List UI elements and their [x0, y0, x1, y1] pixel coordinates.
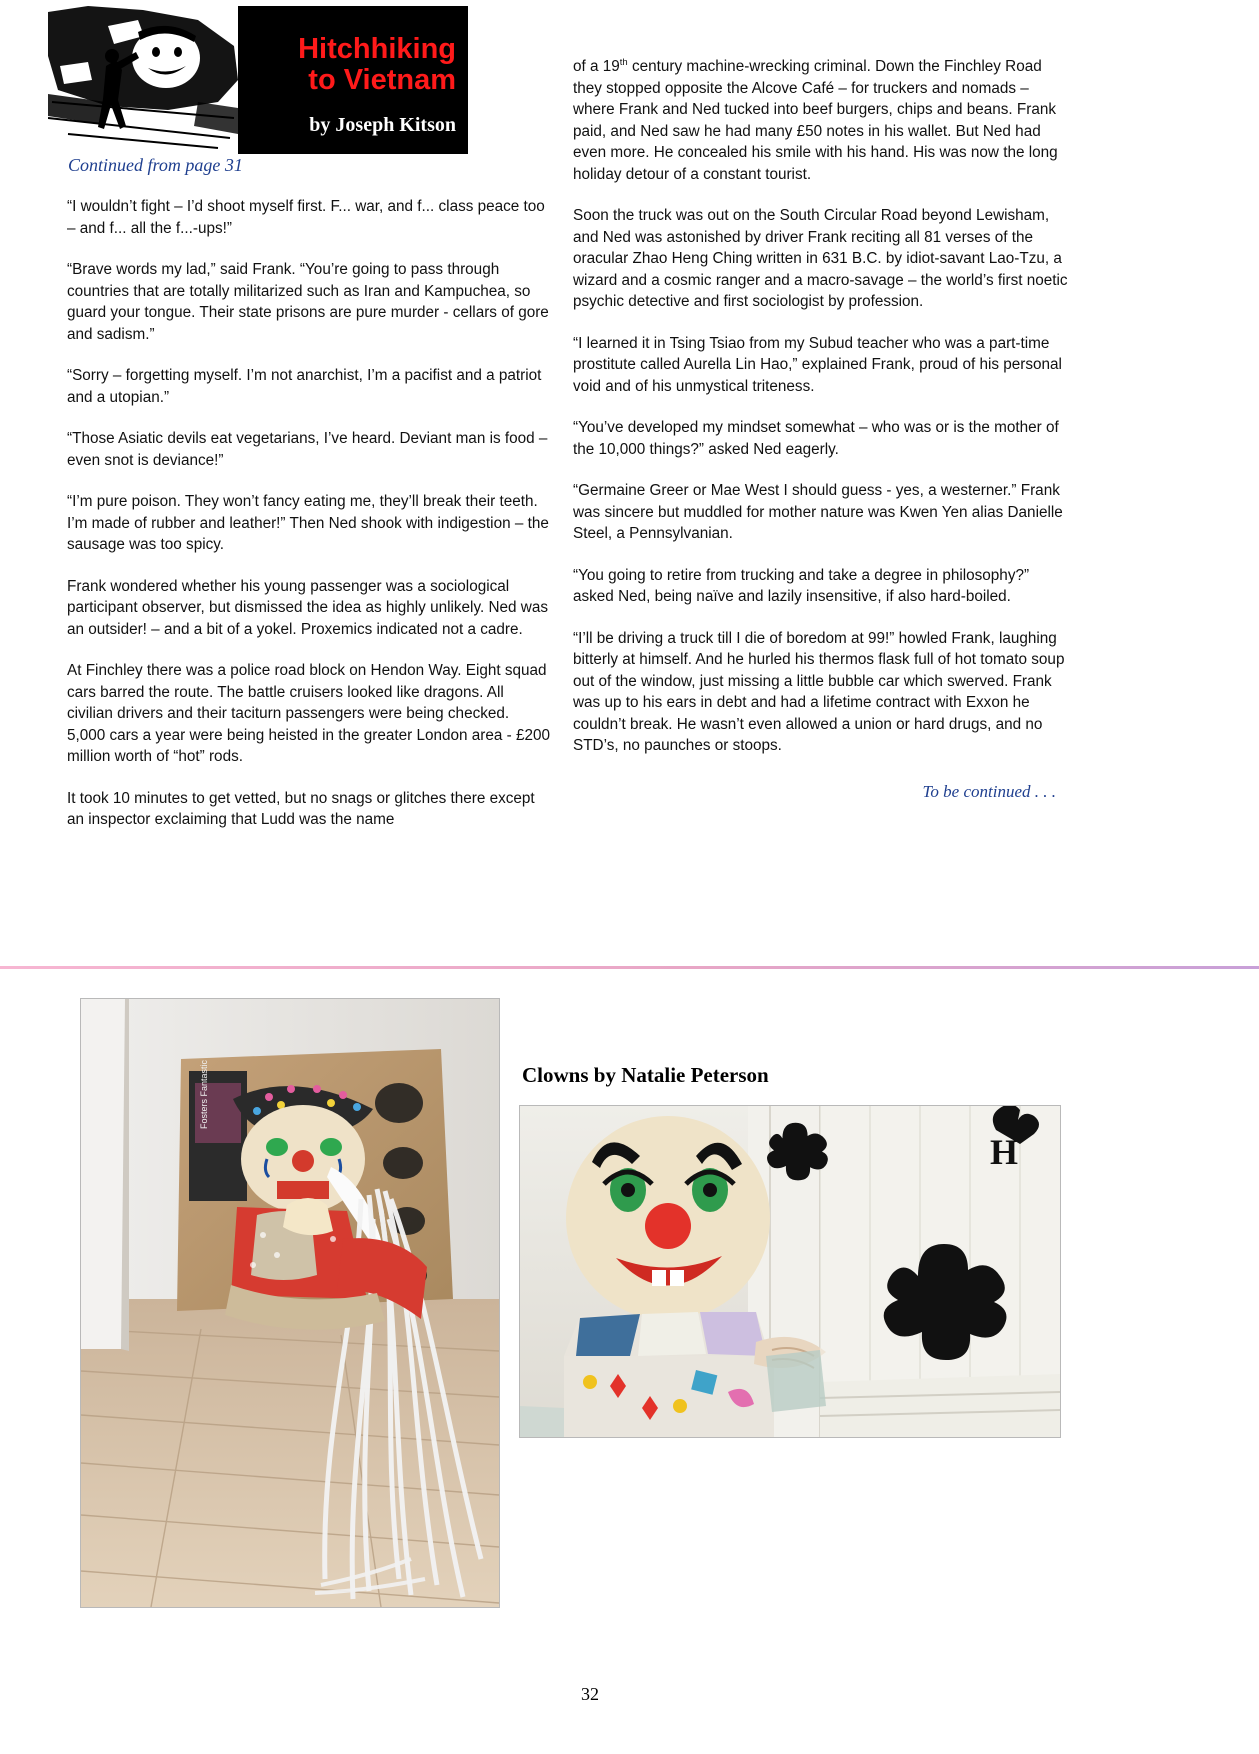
paragraph-with-superscript [573, 52, 1069, 185]
article-title-line-2: to Vietnam [308, 64, 456, 96]
clown-playing-card-photo [519, 1105, 1061, 1438]
paragraph: At Finchley there was a police road block on Hendon Way. Eight squad cars barred the route. The battle cruisers looked like dragons. All civilian drivers and their taciturn passengers were being checked. 5,000 cars a year were being heisted in the greater London area - £200 million worth of “hot” rods. [67, 662, 551, 765]
paragraph: Frank wondered whether his young passenger was a sociological participant observer, but dismissed the idea as highly unlikely. Ned was an outsider! – and a bit of a yokel. Proxemics indicated not a cadre. [67, 577, 548, 638]
clowns-photo-caption: Clowns by Natalie Peterson [522, 1063, 769, 1087]
svg-text:H: H [990, 1132, 1019, 1172]
paragraph: “Germaine Greer or Mae West I should guess - yes, a westerner.” Frank was sincere but muddled for mother nature was Kwen Yen alias Danielle Steel, a Pennsylvanian. [573, 482, 1063, 543]
article-title-line-1: Hitchhiking [298, 33, 456, 65]
paragraph: “I learned it in Tsing Tsiao from my Subud teacher who was a part-time prostitute called Aurella Lin Hao,” explained Frank, proud of his personal void and of his unmystical triteness. [573, 334, 1062, 395]
paragraph: Soon the truck was out on the South Circular Road beyond Lewisham, and Ned was astonished by driver Frank reciting all 81 verses of the oracular Zhao Heng Ching written in 631 B.C. by idiot-savant Lao-Tzu, a wizard and a cosmic ranger and a macro-savage – the world’s first noetic psychic detective and first sociologist by profession. [573, 207, 1068, 311]
paragraph-prefix: of a 19 [573, 58, 620, 76]
paragraph: It took 10 minutes to get vetted, but no snags or glitches there except an inspector exclaiming that Ludd was the name [67, 789, 535, 828]
right-text-column [573, 52, 1069, 802]
left-text-column [67, 196, 551, 851]
page-number: 32 [581, 1684, 599, 1704]
paragraph: “I’m pure poison. They won’t fancy eating me, they’ll break their teeth. I’m made of rubber and leather!” Then Ned shook with indigestion – the sausage was too spicy. [67, 493, 549, 553]
to-be-continued-note: To be continued . . . [922, 782, 1056, 802]
continued-from-note: Continued from page 31 [68, 155, 243, 175]
paragraph: “I’ll be driving a truck till I die of boredom at 99!” howled Frank, laughing bitterly at himself. And he hurled his thermos flask full of hot tomato soup out of the window, just missing a little bubble car which swerved. Frank was up to his ears in debt and had a lifetime contract with Exxon he couldn’t break. He wasn’t even allowed a union or hard drugs, and no STD’s, no paunches or stoops. [573, 629, 1065, 755]
paragraph-rest: century machine-wrecking criminal. Down the Finchley Road they stopped opposite the Alcove Café – for truckers and nomads – where Frank and Ned tucked into beef burgers, chips and beans. Frank paid, and Ned saw he had many £50 notes in his wallet. But Ned had even more. He concealed his smile with his hand. His was now the long holiday detour of a constant tourist. [573, 58, 1058, 183]
clown-cardboard-sculpture-photo [80, 998, 500, 1608]
hitchhiker-silhouette-art [48, 6, 238, 154]
svg-text:Fosters Fantastic: Fosters Fantastic [199, 1059, 209, 1129]
section-divider [0, 966, 1259, 969]
paragraph: “You’ve developed my mindset somewhat – who was or is the mother of the 10,000 things?” asked Ned eagerly. [573, 419, 1059, 458]
paragraph: “Those Asiatic devils eat vegetarians, I’ve heard. Deviant man is food – even snot is deviance!” [67, 430, 548, 469]
paragraph: “I wouldn’t fight – I’d shoot myself first. F... war, and f... class peace too – and f... all the f...-ups!” [67, 198, 545, 237]
article-byline: by Joseph Kitson [309, 114, 456, 136]
ordinal-superscript: th [619, 57, 628, 68]
article-title-block [238, 6, 468, 154]
masthead [48, 6, 468, 154]
paragraph: “Brave words my lad,” said Frank. “You’re going to pass through countries that are totally militarized such as Iran and Kampuchea, so guard your tongue. Their state prisons are pure murder - cellars of gore and sadism.” [67, 261, 549, 343]
paragraph: “Sorry – forgetting myself. I’m not anarchist, I’m a pacifist and a patriot and a utopian.” [67, 367, 542, 406]
paragraph: “You going to retire from trucking and take a degree in philosophy?” asked Ned, being naïve and lazily insensitive, if also hard-boiled. [573, 566, 1030, 606]
